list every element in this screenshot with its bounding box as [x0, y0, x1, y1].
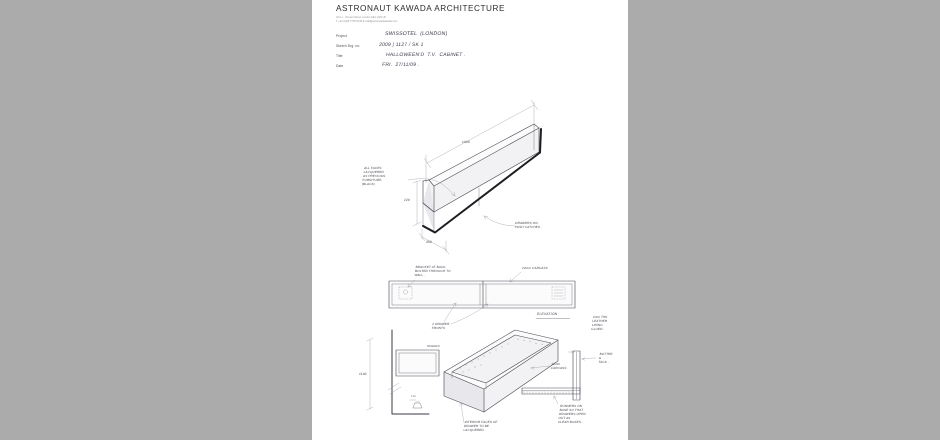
- note-runners: RUNNERS ON BASE SO THAT DRAWERS OPEN OUT AS CLEAN BOXES.: [557, 404, 587, 425]
- contact-line-1: Unit 1 · 32 Lant Street London SE1 1QN UK: [336, 16, 387, 19]
- front-elevation: [389, 272, 575, 324]
- field-value-sketch-no: 2009 | 1127 / SK 1: [378, 41, 425, 48]
- note-drawer-fronts: 2 DRAWER FRONTS: [431, 322, 450, 331]
- drawer-box: [444, 330, 558, 423]
- note-screen: SCREEN: [426, 344, 441, 348]
- note-overall-height: 1100: [358, 372, 367, 376]
- field-value-date: FRI. 27/11/09 .: [381, 62, 420, 68]
- field-value-title: HALLOWEEN'D T.V. CABINET .: [385, 52, 467, 58]
- field-label-date: Date: [336, 63, 344, 68]
- field-label-title: Title: [336, 54, 343, 58]
- field-value-project: SWISSOTEL (LONDON): [384, 31, 448, 37]
- note-carcass-22: 22mm CARCASS: [521, 266, 549, 270]
- practice-name: ASTRONAUT KAWADA ARCHITECTURE: [336, 4, 505, 13]
- elevation-title: ELEVATION: [536, 312, 558, 316]
- note-ffl: FFL: [410, 395, 417, 398]
- note-interior-faces: INTERIOR FACES OF DRAWER TO BE LACQUERED .: [463, 420, 498, 433]
- field-label-project: Project: [336, 33, 347, 38]
- note-bracket: BRACKET AT BACK, BOLTED THROUGH TO WALL .: [414, 265, 451, 278]
- contact-line-2: T +44 (0)20 7378 9145 E mail@astronautkawada.com: [336, 20, 398, 23]
- note-leather-lining: 2mm THK LEATHER LINING GLUED .: [590, 315, 608, 332]
- dimension-height: 220: [403, 198, 411, 202]
- note-finish: ALL FACES LACQUERED AS PREVIOUS FURNITURE. (BLACK): [361, 166, 386, 187]
- wall-section: [367, 330, 439, 414]
- dimension-length: 1900: [461, 140, 471, 144]
- note-butter-tack: BUTTER & TACK .: [598, 352, 613, 365]
- isometric-cabinet: [408, 100, 541, 254]
- note-push-catches: DRAWERS ON PUSH CATCHES .: [514, 221, 543, 230]
- dimension-depth: 350: [425, 240, 433, 244]
- drawing-sheet: [312, 0, 628, 440]
- field-label-sketch-no: Sketch Drg. no.: [336, 43, 361, 48]
- note-carcass-15: 15mm CARCASS: [550, 362, 567, 371]
